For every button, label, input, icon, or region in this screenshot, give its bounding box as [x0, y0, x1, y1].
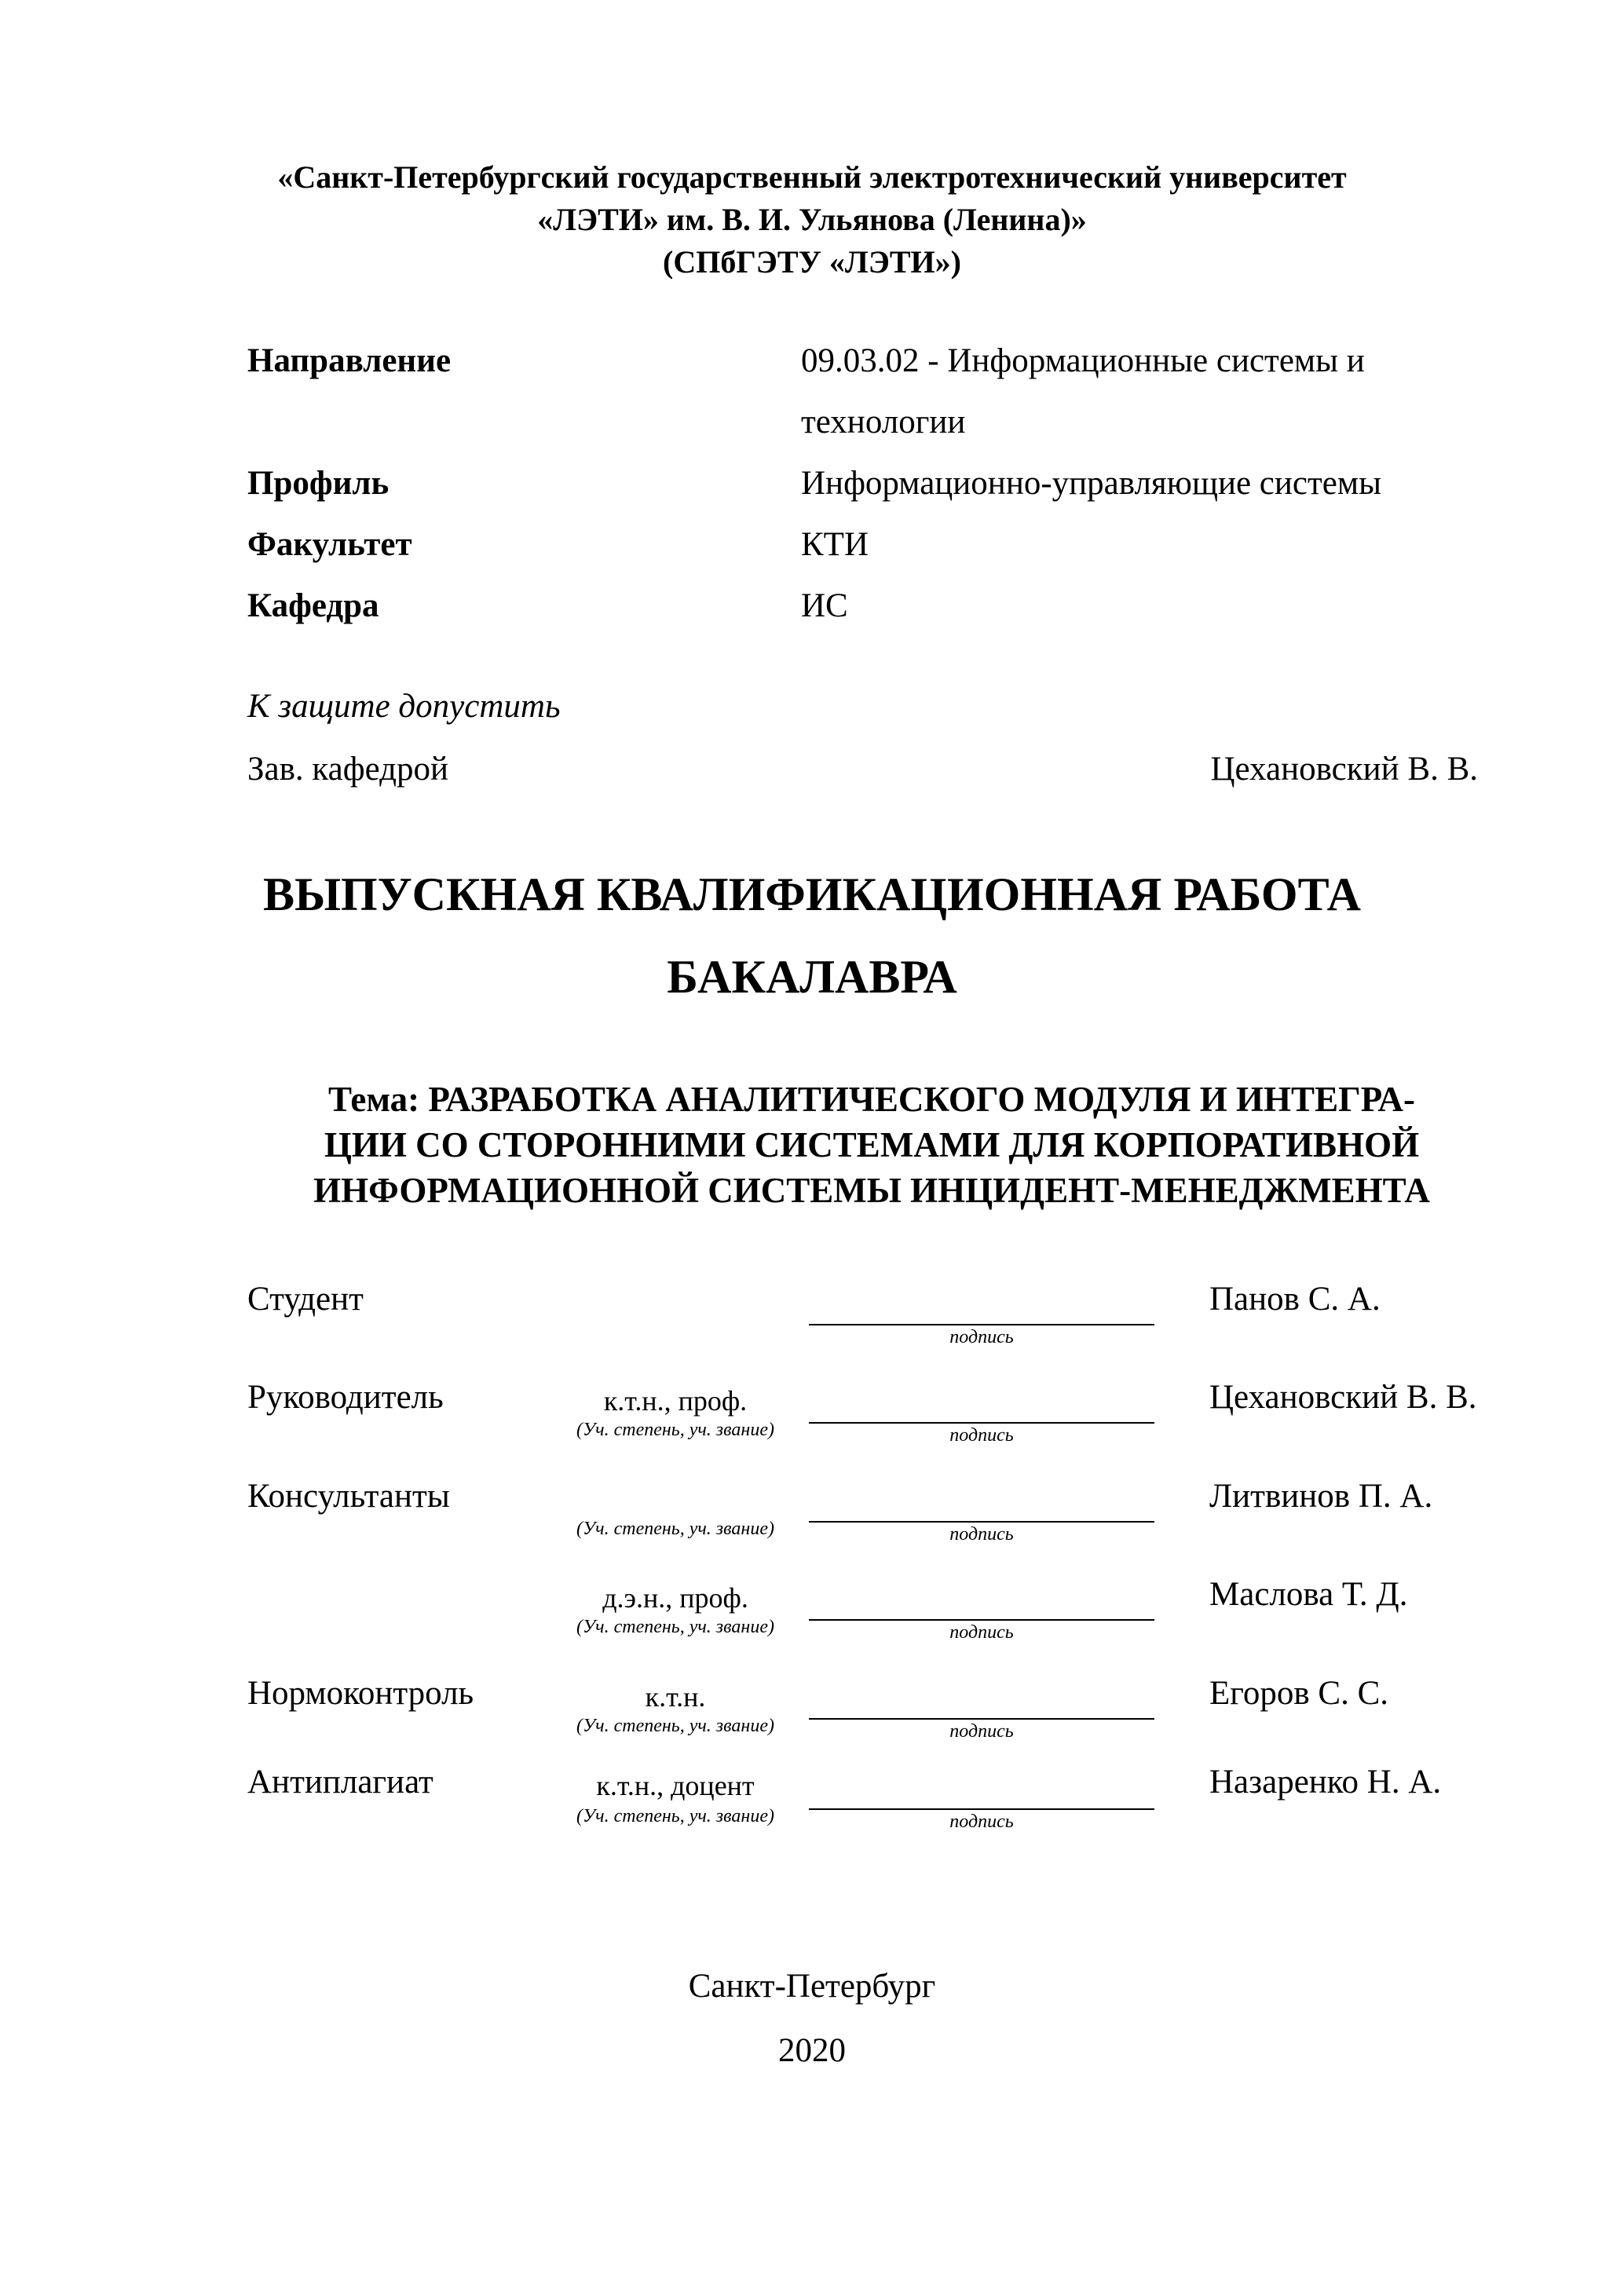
student-name: Панов С. А. [1209, 1281, 1381, 1318]
normcontrol-name: Егоров С. С. [1209, 1675, 1388, 1712]
department-label: Кафедра [247, 587, 379, 624]
consultant1-signature-line [809, 1521, 1154, 1523]
consultant1-signature-caption: подпись [949, 1524, 1014, 1545]
consultant2-signature-line [809, 1619, 1154, 1621]
document-title-line2: БАКАЛАВРА [667, 951, 957, 1003]
faculty-label: Факультет [247, 526, 412, 563]
consultant2-signature-caption: подпись [949, 1622, 1014, 1643]
consultant1-degree-caption: (Уч. степень, уч. звание) [576, 1519, 774, 1539]
supervisor-name: Цехановский В. В. [1209, 1379, 1477, 1416]
direction-value-cont: технологии [801, 404, 966, 441]
student-signature-caption: подпись [949, 1327, 1014, 1347]
faculty-value: КТИ [801, 526, 869, 563]
antiplagiarism-name: Назаренко Н. А. [1209, 1764, 1442, 1801]
admission-note: К защите допустить [247, 688, 561, 725]
supervisor-signature-line [809, 1422, 1154, 1424]
antiplagiarism-signature-line [809, 1808, 1154, 1810]
topic-line2: ЦИИ СО СТОРОННИМИ СИСТЕМАМИ ДЛЯ КОРПОРАТИВНОЙ [324, 1125, 1420, 1164]
university-name-line2: «ЛЭТИ» им. В. И. Ульянова (Ленина)» [537, 202, 1087, 237]
university-abbreviation: (СПбГЭТУ «ЛЭТИ») [663, 244, 961, 280]
supervisor-signature-caption: подпись [949, 1425, 1014, 1446]
direction-value: 09.03.02 - Информационные системы и [801, 342, 1365, 379]
topic-line1: Тема: РАЗРАБОТКА АНАЛИТИЧЕСКОГО МОДУЛЯ И ИНТЕГРА- [328, 1080, 1415, 1119]
normcontrol-degree: к.т.н. [645, 1681, 706, 1713]
normcontrol-signature-caption: подпись [949, 1721, 1014, 1742]
normcontrol-degree-caption: (Уч. степень, уч. звание) [576, 1716, 774, 1736]
supervisor-role: Руководитель [247, 1379, 444, 1416]
normcontrol-role: Нормоконтроль [247, 1675, 474, 1712]
supervisor-degree: к.т.н., проф. [603, 1385, 748, 1417]
antiplagiarism-degree: к.т.н., доцент [596, 1770, 755, 1801]
profile-value: Информационно-управляющие системы [801, 465, 1381, 502]
supervisor-degree-caption: (Уч. степень, уч. звание) [576, 1420, 774, 1440]
antiplagiarism-signature-caption: подпись [949, 1812, 1014, 1832]
profile-label: Профиль [247, 465, 390, 502]
antiplagiarism-degree-caption: (Уч. степень, уч. звание) [576, 1806, 774, 1826]
consultant2-name: Маслова Т. Д. [1209, 1576, 1408, 1613]
consultant1-name: Литвинов П. А. [1209, 1478, 1433, 1515]
footer-year: 2020 [778, 2032, 846, 2069]
department-head-name: Цехановский В. В. [1210, 751, 1478, 788]
department-head-label: Зав. кафедрой [247, 751, 449, 788]
topic-line3: ИНФОРМАЦИОННОЙ СИСТЕМЫ ИНЦИДЕНТ-МЕНЕДЖМЕНТА [313, 1171, 1430, 1210]
antiplagiarism-role: Антиплагиат [247, 1764, 433, 1801]
university-name-line1: «Санкт-Петербургский государственный электротехнический университет [277, 159, 1347, 195]
student-role: Студент [247, 1281, 364, 1318]
consultant2-degree: д.э.н., проф. [602, 1582, 748, 1614]
department-value: ИС [801, 587, 848, 624]
document-title-line1: ВЫПУСКНАЯ КВАЛИФИКАЦИОННАЯ РАБОТА [263, 868, 1361, 920]
footer-city: Санкт-Петербург [688, 1968, 936, 2005]
consultant2-degree-caption: (Уч. степень, уч. звание) [576, 1617, 774, 1637]
normcontrol-signature-line [809, 1718, 1154, 1720]
direction-label: Направление [247, 342, 452, 379]
student-signature-line [809, 1324, 1154, 1325]
consultants-role: Консультанты [247, 1478, 450, 1515]
